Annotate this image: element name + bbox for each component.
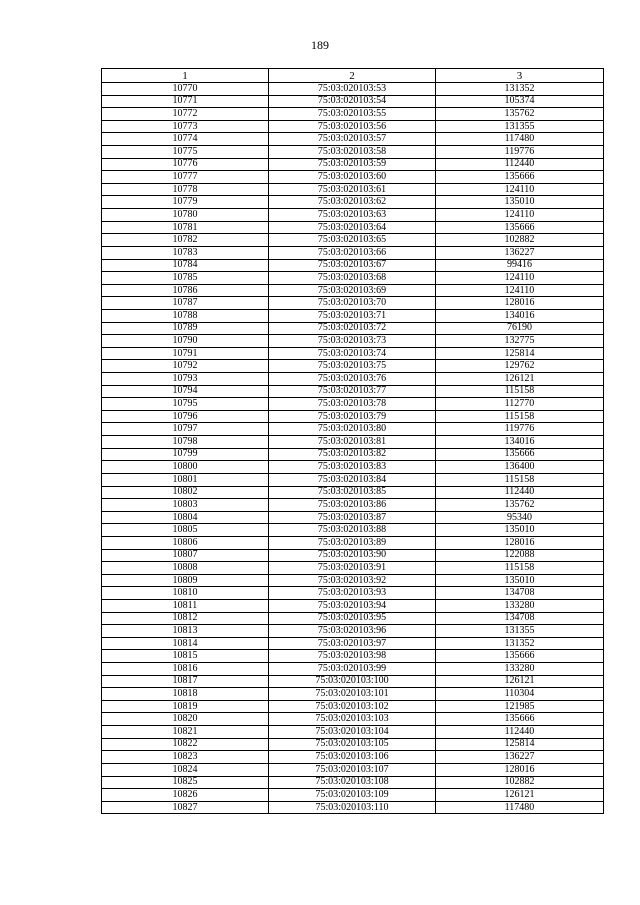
table-row — [102, 713, 604, 726]
table-row — [102, 120, 604, 133]
value-cell: 95340 — [436, 511, 604, 524]
row-number-cell: 10777 — [102, 171, 269, 184]
table-row — [102, 272, 604, 285]
row-number-cell: 10779 — [102, 196, 269, 209]
table-row — [102, 738, 604, 751]
value-cell: 131352 — [436, 637, 604, 650]
cadastral-number-cell: 75:03:020103:68 — [269, 272, 436, 285]
value-cell: 112440 — [436, 486, 604, 499]
value-cell: 110304 — [436, 688, 604, 701]
column-header-3: 3 — [436, 69, 604, 83]
value-cell: 129762 — [436, 360, 604, 373]
row-number-cell: 10775 — [102, 146, 269, 159]
row-number-cell: 10792 — [102, 360, 269, 373]
value-cell: 128016 — [436, 297, 604, 310]
table-row — [102, 650, 604, 663]
row-number-cell: 10799 — [102, 448, 269, 461]
cadastral-number-cell: 75:03:020103:67 — [269, 259, 436, 272]
row-number-cell: 10816 — [102, 663, 269, 676]
cadastral-number-cell: 75:03:020103:57 — [269, 133, 436, 146]
value-cell: 112440 — [436, 158, 604, 171]
table-row — [102, 726, 604, 739]
value-cell: 134708 — [436, 612, 604, 625]
cadastral-number-cell: 75:03:020103:59 — [269, 158, 436, 171]
cadastral-number-cell: 75:03:020103:71 — [269, 309, 436, 322]
table-row — [102, 209, 604, 222]
cadastral-number-cell: 75:03:020103:103 — [269, 713, 436, 726]
cadastral-number-cell: 75:03:020103:64 — [269, 221, 436, 234]
table-row — [102, 83, 604, 96]
value-cell: 124110 — [436, 183, 604, 196]
cadastral-number-cell: 75:03:020103:97 — [269, 637, 436, 650]
cadastral-number-cell: 75:03:020103:60 — [269, 171, 436, 184]
value-cell: 124110 — [436, 209, 604, 222]
table-row — [102, 95, 604, 108]
table-row — [102, 259, 604, 272]
value-cell: 115158 — [436, 473, 604, 486]
cadastral-number-cell: 75:03:020103:110 — [269, 801, 436, 814]
value-cell: 135010 — [436, 574, 604, 587]
table-row — [102, 246, 604, 259]
row-number-cell: 10817 — [102, 675, 269, 688]
value-cell: 119776 — [436, 423, 604, 436]
cadastral-number-cell: 75:03:020103:100 — [269, 675, 436, 688]
table-row — [102, 524, 604, 537]
table-row — [102, 536, 604, 549]
row-number-cell: 10785 — [102, 272, 269, 285]
row-number-cell: 10786 — [102, 284, 269, 297]
row-number-cell: 10772 — [102, 108, 269, 121]
row-number-cell: 10798 — [102, 436, 269, 449]
row-number-cell: 10790 — [102, 335, 269, 348]
row-number-cell: 10795 — [102, 398, 269, 411]
row-number-cell: 10774 — [102, 133, 269, 146]
table-row — [102, 486, 604, 499]
cadastral-number-cell: 75:03:020103:58 — [269, 146, 436, 159]
table-row — [102, 587, 604, 600]
value-cell: 133280 — [436, 599, 604, 612]
row-number-cell: 10797 — [102, 423, 269, 436]
cadastral-number-cell: 75:03:020103:72 — [269, 322, 436, 335]
row-number-cell: 10810 — [102, 587, 269, 600]
value-cell: 124110 — [436, 272, 604, 285]
table-row — [102, 158, 604, 171]
cadastral-number-cell: 75:03:020103:95 — [269, 612, 436, 625]
table-row — [102, 436, 604, 449]
row-number-cell: 10787 — [102, 297, 269, 310]
table-row — [102, 625, 604, 638]
row-number-cell: 10814 — [102, 637, 269, 650]
table-row — [102, 574, 604, 587]
value-cell: 105374 — [436, 95, 604, 108]
value-cell: 135762 — [436, 108, 604, 121]
row-number-cell: 10796 — [102, 410, 269, 423]
table-row — [102, 751, 604, 764]
column-header-1: 1 — [102, 69, 269, 83]
data-table — [101, 68, 604, 814]
value-cell: 112440 — [436, 726, 604, 739]
value-cell: 133280 — [436, 663, 604, 676]
row-number-cell: 10773 — [102, 120, 269, 133]
header-row — [102, 69, 604, 83]
value-cell: 134708 — [436, 587, 604, 600]
cadastral-number-cell: 75:03:020103:80 — [269, 423, 436, 436]
table-body — [102, 83, 604, 814]
table-row — [102, 108, 604, 121]
table-header — [102, 69, 604, 83]
cadastral-number-cell: 75:03:020103:85 — [269, 486, 436, 499]
cadastral-number-cell: 75:03:020103:73 — [269, 335, 436, 348]
value-cell: 119776 — [436, 146, 604, 159]
cadastral-number-cell: 75:03:020103:90 — [269, 549, 436, 562]
table-row — [102, 688, 604, 701]
value-cell: 135666 — [436, 650, 604, 663]
value-cell: 117480 — [436, 801, 604, 814]
value-cell: 124110 — [436, 284, 604, 297]
value-cell: 102882 — [436, 776, 604, 789]
cadastral-number-cell: 75:03:020103:109 — [269, 789, 436, 802]
table-row — [102, 410, 604, 423]
row-number-cell: 10824 — [102, 763, 269, 776]
cadastral-number-cell: 75:03:020103:86 — [269, 499, 436, 512]
row-number-cell: 10823 — [102, 751, 269, 764]
cadastral-number-cell: 75:03:020103:84 — [269, 473, 436, 486]
value-cell: 134016 — [436, 309, 604, 322]
table-row — [102, 776, 604, 789]
value-cell: 135666 — [436, 448, 604, 461]
table-row — [102, 511, 604, 524]
row-number-cell: 10812 — [102, 612, 269, 625]
cadastral-number-cell: 75:03:020103:61 — [269, 183, 436, 196]
cadastral-number-cell: 75:03:020103:94 — [269, 599, 436, 612]
cadastral-number-cell: 75:03:020103:77 — [269, 385, 436, 398]
table-row — [102, 549, 604, 562]
table-row — [102, 171, 604, 184]
value-cell: 136227 — [436, 246, 604, 259]
table-row — [102, 499, 604, 512]
row-number-cell: 10802 — [102, 486, 269, 499]
cadastral-number-cell: 75:03:020103:107 — [269, 763, 436, 776]
row-number-cell: 10807 — [102, 549, 269, 562]
cadastral-number-cell: 75:03:020103:76 — [269, 373, 436, 386]
table-row — [102, 183, 604, 196]
table-row — [102, 599, 604, 612]
table-row — [102, 360, 604, 373]
cadastral-number-cell: 75:03:020103:108 — [269, 776, 436, 789]
value-cell: 112770 — [436, 398, 604, 411]
row-number-cell: 10820 — [102, 713, 269, 726]
table-row — [102, 335, 604, 348]
value-cell: 132775 — [436, 335, 604, 348]
value-cell: 128016 — [436, 763, 604, 776]
cadastral-number-cell: 75:03:020103:96 — [269, 625, 436, 638]
table-row — [102, 146, 604, 159]
cadastral-number-cell: 75:03:020103:69 — [269, 284, 436, 297]
column-header-2: 2 — [269, 69, 436, 83]
row-number-cell: 10794 — [102, 385, 269, 398]
cadastral-number-cell: 75:03:020103:91 — [269, 562, 436, 575]
cadastral-number-cell: 75:03:020103:79 — [269, 410, 436, 423]
cadastral-number-cell: 75:03:020103:66 — [269, 246, 436, 259]
row-number-cell: 10826 — [102, 789, 269, 802]
value-cell: 135010 — [436, 196, 604, 209]
value-cell: 131355 — [436, 120, 604, 133]
table-row — [102, 196, 604, 209]
value-cell: 121985 — [436, 700, 604, 713]
cadastral-number-cell: 75:03:020103:56 — [269, 120, 436, 133]
cadastral-number-cell: 75:03:020103:74 — [269, 347, 436, 360]
row-number-cell: 10780 — [102, 209, 269, 222]
value-cell: 99416 — [436, 259, 604, 272]
value-cell: 115158 — [436, 410, 604, 423]
row-number-cell: 10819 — [102, 700, 269, 713]
value-cell: 135010 — [436, 524, 604, 537]
cadastral-number-cell: 75:03:020103:63 — [269, 209, 436, 222]
cadastral-number-cell: 75:03:020103:78 — [269, 398, 436, 411]
value-cell: 125814 — [436, 738, 604, 751]
table-row — [102, 347, 604, 360]
value-cell: 131355 — [436, 625, 604, 638]
row-number-cell: 10782 — [102, 234, 269, 247]
row-number-cell: 10822 — [102, 738, 269, 751]
cadastral-number-cell: 75:03:020103:99 — [269, 663, 436, 676]
table-row — [102, 448, 604, 461]
table-row — [102, 234, 604, 247]
row-number-cell: 10770 — [102, 83, 269, 96]
value-cell: 76190 — [436, 322, 604, 335]
cadastral-number-cell: 75:03:020103:98 — [269, 650, 436, 663]
row-number-cell: 10806 — [102, 536, 269, 549]
table-row — [102, 398, 604, 411]
value-cell: 136227 — [436, 751, 604, 764]
row-number-cell: 10789 — [102, 322, 269, 335]
value-cell: 128016 — [436, 536, 604, 549]
row-number-cell: 10776 — [102, 158, 269, 171]
value-cell: 135666 — [436, 221, 604, 234]
table-row — [102, 385, 604, 398]
cadastral-number-cell: 75:03:020103:54 — [269, 95, 436, 108]
table-row — [102, 322, 604, 335]
value-cell: 135762 — [436, 499, 604, 512]
page-number: 189 — [311, 38, 329, 52]
value-cell: 102882 — [436, 234, 604, 247]
table-row — [102, 637, 604, 650]
table-row — [102, 663, 604, 676]
value-cell: 136400 — [436, 461, 604, 474]
row-number-cell: 10813 — [102, 625, 269, 638]
cadastral-number-cell: 75:03:020103:65 — [269, 234, 436, 247]
row-number-cell: 10803 — [102, 499, 269, 512]
table-row — [102, 789, 604, 802]
value-cell: 117480 — [436, 133, 604, 146]
row-number-cell: 10793 — [102, 373, 269, 386]
table-row — [102, 297, 604, 310]
cadastral-number-cell: 75:03:020103:62 — [269, 196, 436, 209]
table-row — [102, 221, 604, 234]
value-cell: 122088 — [436, 549, 604, 562]
row-number-cell: 10788 — [102, 309, 269, 322]
value-cell: 115158 — [436, 562, 604, 575]
cadastral-number-cell: 75:03:020103:81 — [269, 436, 436, 449]
cadastral-number-cell: 75:03:020103:92 — [269, 574, 436, 587]
row-number-cell: 10805 — [102, 524, 269, 537]
table-row — [102, 423, 604, 436]
table-row — [102, 133, 604, 146]
row-number-cell: 10801 — [102, 473, 269, 486]
table-row — [102, 612, 604, 625]
value-cell: 135666 — [436, 713, 604, 726]
cadastral-number-cell: 75:03:020103:93 — [269, 587, 436, 600]
row-number-cell: 10811 — [102, 599, 269, 612]
table-row — [102, 461, 604, 474]
cadastral-number-cell: 75:03:020103:101 — [269, 688, 436, 701]
value-cell: 135666 — [436, 171, 604, 184]
cadastral-number-cell: 75:03:020103:53 — [269, 83, 436, 96]
table-row — [102, 284, 604, 297]
row-number-cell: 10783 — [102, 246, 269, 259]
row-number-cell: 10771 — [102, 95, 269, 108]
cadastral-number-cell: 75:03:020103:70 — [269, 297, 436, 310]
value-cell: 126121 — [436, 789, 604, 802]
table-row — [102, 700, 604, 713]
cadastral-number-cell: 75:03:020103:83 — [269, 461, 436, 474]
table-row — [102, 473, 604, 486]
cadastral-number-cell: 75:03:020103:104 — [269, 726, 436, 739]
row-number-cell: 10804 — [102, 511, 269, 524]
table-row — [102, 801, 604, 814]
row-number-cell: 10815 — [102, 650, 269, 663]
table-row — [102, 373, 604, 386]
cadastral-number-cell: 75:03:020103:105 — [269, 738, 436, 751]
row-number-cell: 10825 — [102, 776, 269, 789]
row-number-cell: 10791 — [102, 347, 269, 360]
row-number-cell: 10818 — [102, 688, 269, 701]
cadastral-number-cell: 75:03:020103:89 — [269, 536, 436, 549]
row-number-cell: 10784 — [102, 259, 269, 272]
row-number-cell: 10808 — [102, 562, 269, 575]
cadastral-number-cell: 75:03:020103:106 — [269, 751, 436, 764]
table-row — [102, 763, 604, 776]
cadastral-number-cell: 75:03:020103:75 — [269, 360, 436, 373]
value-cell: 131352 — [436, 83, 604, 96]
cadastral-number-cell: 75:03:020103:88 — [269, 524, 436, 537]
cadastral-number-cell: 75:03:020103:82 — [269, 448, 436, 461]
value-cell: 125814 — [436, 347, 604, 360]
row-number-cell: 10800 — [102, 461, 269, 474]
row-number-cell: 10778 — [102, 183, 269, 196]
table-row — [102, 675, 604, 688]
value-cell: 134016 — [436, 436, 604, 449]
value-cell: 126121 — [436, 373, 604, 386]
cadastral-number-cell: 75:03:020103:87 — [269, 511, 436, 524]
table-row — [102, 562, 604, 575]
value-cell: 115158 — [436, 385, 604, 398]
row-number-cell: 10809 — [102, 574, 269, 587]
row-number-cell: 10821 — [102, 726, 269, 739]
value-cell: 126121 — [436, 675, 604, 688]
cadastral-number-cell: 75:03:020103:102 — [269, 700, 436, 713]
table-row — [102, 309, 604, 322]
row-number-cell: 10827 — [102, 801, 269, 814]
cadastral-number-cell: 75:03:020103:55 — [269, 108, 436, 121]
row-number-cell: 10781 — [102, 221, 269, 234]
